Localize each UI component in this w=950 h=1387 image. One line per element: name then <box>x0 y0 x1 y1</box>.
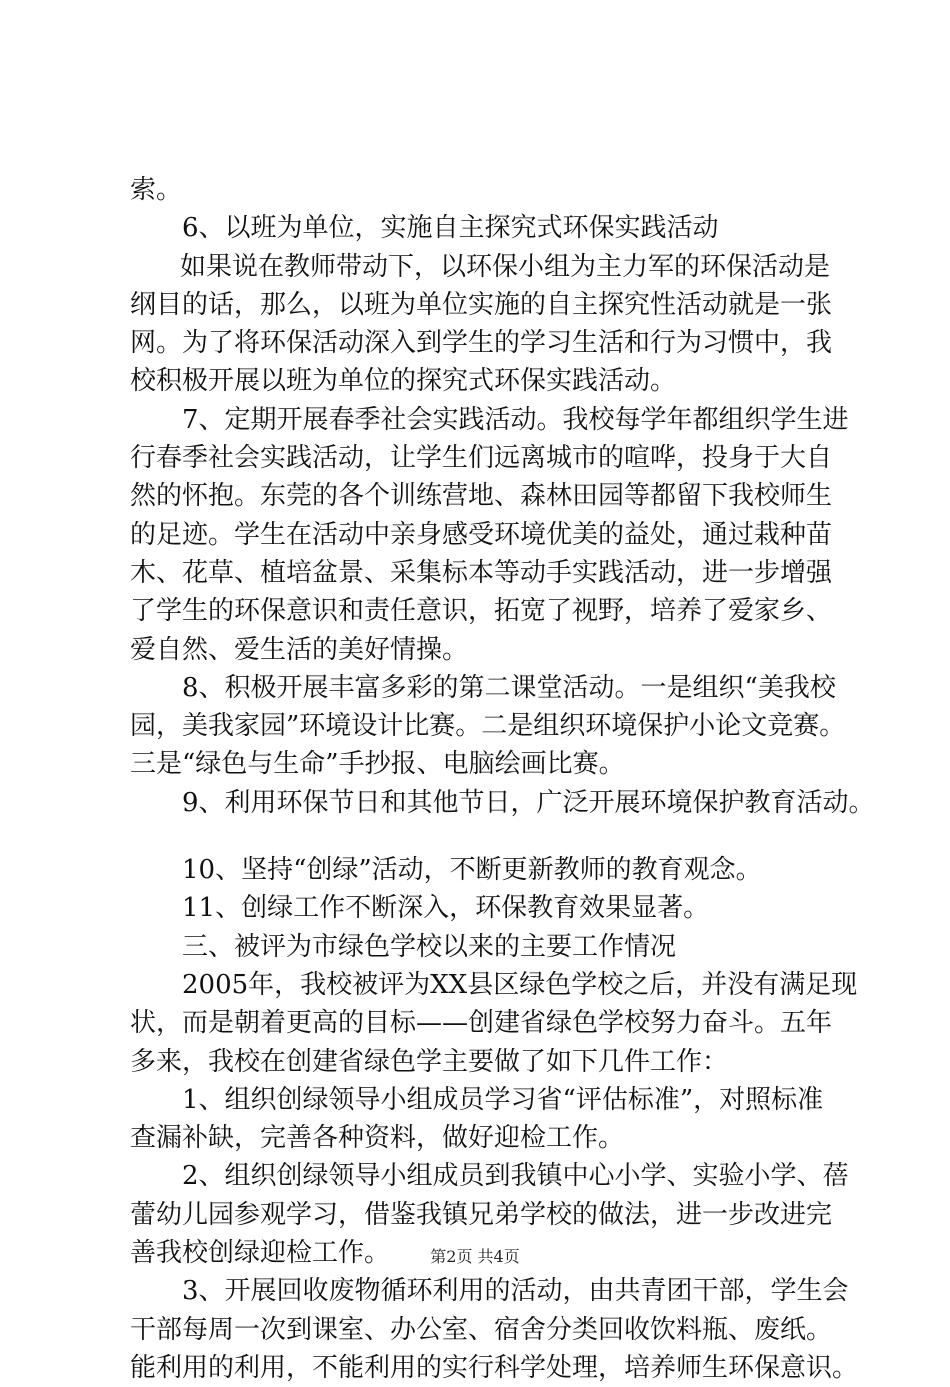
paragraph-line: 的足迹。学生在活动中亲身感受环境优美的益处，通过栽种苗 <box>130 519 833 550</box>
paragraph-line: 3、开展回收废物循环利用的活动，由共青团干部，学生会 <box>182 1276 849 1307</box>
paragraph-line: 2、组织创绿领导小组成员到我镇中心小学、实验小学、蓓 <box>182 1161 849 1192</box>
paragraph-line: 爱自然、爱生活的美好情操。 <box>130 634 469 665</box>
paragraph-line: 多来，我校在创建省绿色学主要做了如下几件工作： <box>130 1046 729 1077</box>
section-heading: 6、以班为单位，实施自主探究式环保实践活动 <box>182 213 719 244</box>
paragraph-line: 11、创绿工作不断深入，环保教育效果显著。 <box>182 893 710 924</box>
paragraph-gap <box>130 822 830 851</box>
paragraph-line: 了学生的环保意识和责任意识，拓宽了视野，培养了爱家乡、 <box>130 596 833 627</box>
paragraph-line: 行春季社会实践活动，让学生们远离城市的喧哗，投身于大自 <box>130 443 833 474</box>
paragraph-line: 能利用的利用，不能利用的实行科学处理，培养师生环保意识。 <box>130 1352 859 1383</box>
paragraph-line: 1、组织创绿领导小组成员学习省“评估标准”，对照标准 <box>182 1084 824 1115</box>
paragraph-line: 干部每周一次到课室、办公室、宿舍分类回收饮料瓶、废纸。 <box>130 1314 833 1345</box>
paragraph-line: 木、花草、植培盆景、采集标本等动手实践活动，进一步增强 <box>130 557 833 588</box>
section-heading: 三、被评为市绿色学校以来的主要工作情况 <box>182 931 677 962</box>
paragraph-line: 2005年，我校被评为XX县区绿色学校之后，并没有满足现 <box>182 969 858 1000</box>
document-body <box>130 171 875 1387</box>
paragraph-line: 网。为了将环保活动深入到学生的学习生活和行为习惯中，我 <box>130 328 833 359</box>
paragraph-line: 园，美我家园”环境设计比赛。二是组织环境保护小论文竞赛。 <box>130 711 846 742</box>
paragraph-line: 蕾幼儿园参观学习，借鉴我镇兄弟学校的做法，进一步改进完 <box>130 1199 833 1230</box>
paragraph-line: 查漏补缺，完善各种资料，做好迎检工作。 <box>130 1123 625 1154</box>
paragraph-line: 校积极开展以班为单位的探究式环保实践活动。 <box>130 366 677 397</box>
paragraph-line: 9、利用环保节日和其他节日，广泛开展环境保护教育活动。 <box>182 787 875 818</box>
paragraph-line: 善我校创绿迎检工作。 <box>130 1238 391 1269</box>
paragraph-line: 纲目的话，那么，以班为单位实施的自主探究性活动就是一张 <box>130 289 833 320</box>
paragraph-line: 索。 <box>130 175 183 205</box>
paragraph-line: 如果说在教师带动下，以环保小组为主力军的环保活动是 <box>180 251 831 282</box>
paragraph-line: 状，而是朝着更高的目标——创建省绿色学校努力奋斗。五年 <box>130 1008 833 1039</box>
paragraph-line: 10、坚持“创绿”活动，不断更新教师的教育观念。 <box>182 855 762 886</box>
paragraph-line: 三是“绿色与生命”手抄报、电脑绘画比赛。 <box>130 749 625 780</box>
paragraph-line: 7、定期开展春季社会实践活动。我校每学年都组织学生进 <box>182 404 849 435</box>
paragraph-line: 然的怀抱。东莞的各个训练营地、森林田园等都留下我校师生 <box>130 481 833 512</box>
paragraph-line: 8、积极开展丰富多彩的第二课堂活动。一是组织“美我校 <box>182 672 836 703</box>
page-number-footer: 第2页 共4页 <box>430 1247 520 1266</box>
